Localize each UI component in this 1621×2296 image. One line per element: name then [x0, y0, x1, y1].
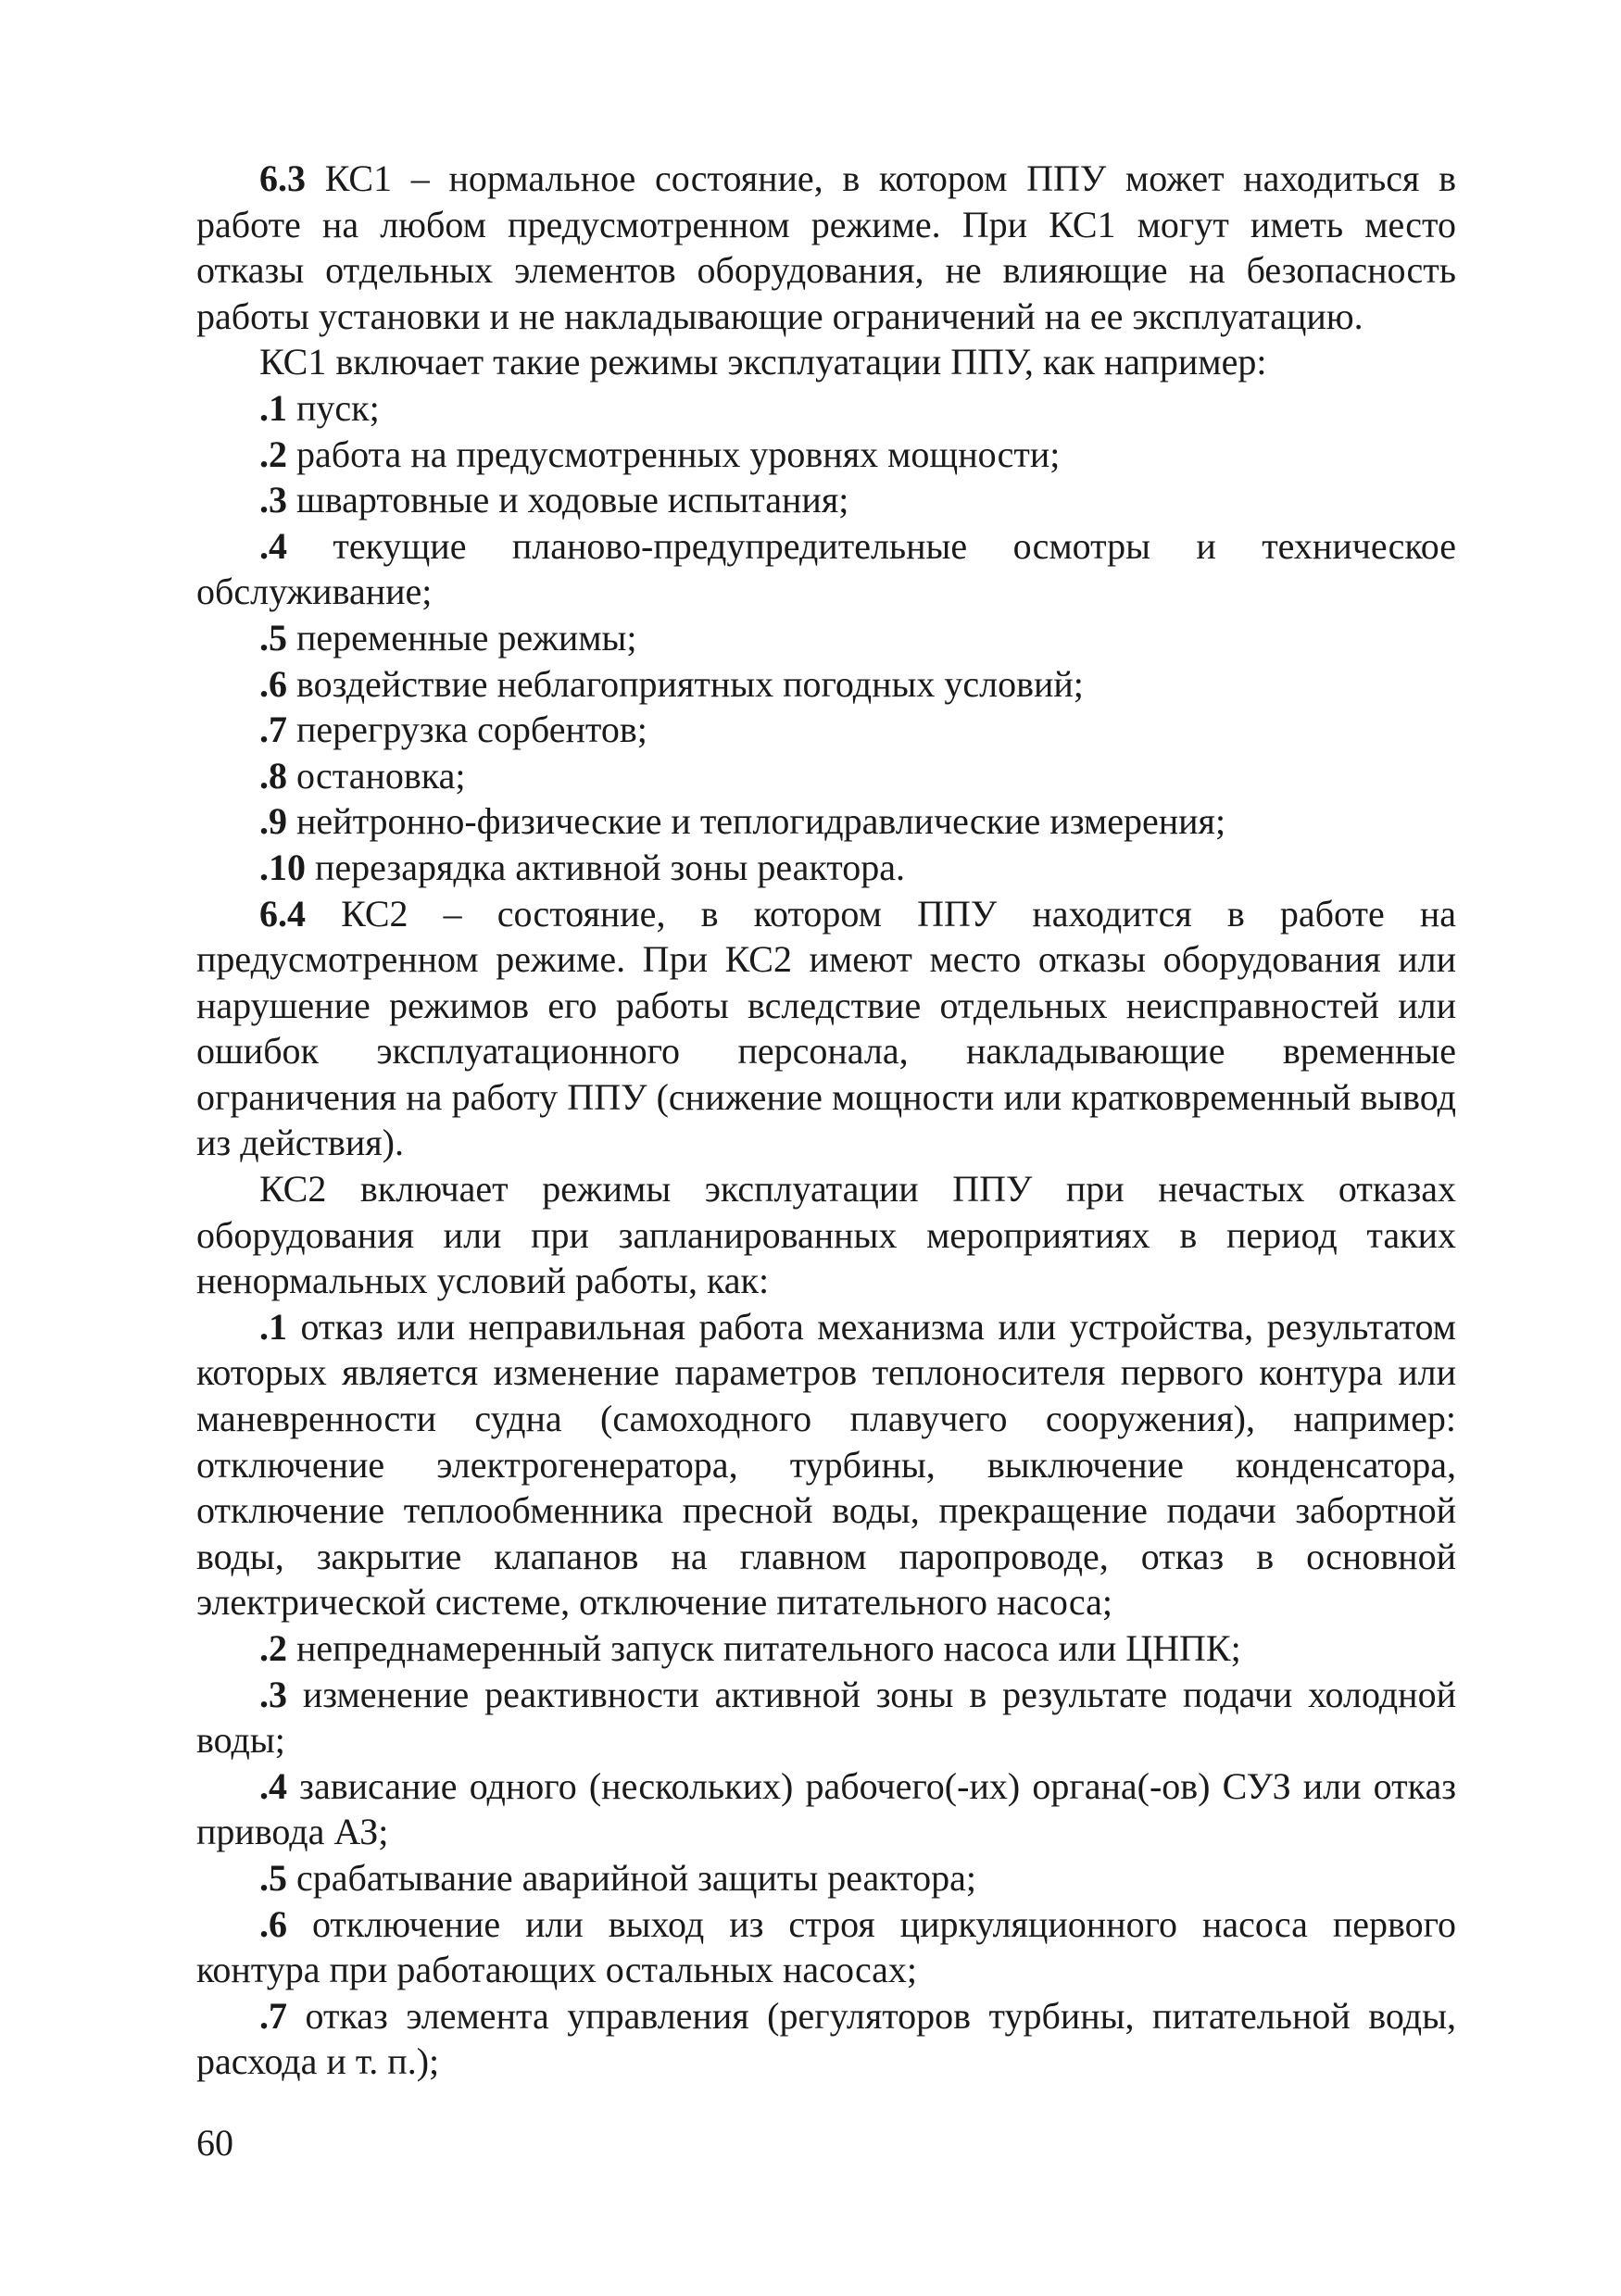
item-number: .1 [259, 1305, 287, 1348]
page-number: 60 [196, 2122, 233, 2164]
list-item-kc2-4 [196, 1763, 1456, 1855]
item-number: .9 [259, 800, 287, 843]
paragraph-text: КС2 включает режимы эксплуатации ППУ при нечастых отказах оборудования или при запланированных мероприятиях в период таких ненормальных условий работы, как: [196, 1168, 1456, 1302]
paragraph-text: КС2 – состояние, в котором ППУ находится в работе на предусмотренном режиме. При КС2 имеют место отказы оборудования или нарушение режимов его работы вследствие отдельных неисправностей или ошибок эксплуатационного персонала, накладывающие временные ограничения на работу ППУ (снижение мощности или кратковременный вывод из действия). [196, 892, 1456, 1164]
paragraph-text: КС1 включает такие режимы эксплуатации ППУ, как например: [259, 341, 1267, 383]
item-number: .1 [259, 386, 287, 429]
list-item-kc2-1 [196, 1304, 1456, 1625]
item-number: .8 [259, 754, 287, 797]
item-number: .6 [259, 1902, 287, 1945]
list-item-kc2-7 [196, 1993, 1456, 2085]
item-number: .7 [259, 1994, 287, 2037]
item-text: срабатывание аварийной защиты реактора; [287, 1856, 976, 1899]
item-number: .3 [259, 479, 287, 521]
item-number: .4 [259, 524, 287, 567]
item-number: .5 [259, 1856, 287, 1899]
section-number: 6.3 [259, 157, 306, 199]
item-text: швартовные и ходовые испытания; [287, 479, 849, 521]
item-number: .4 [259, 1764, 287, 1807]
item-number: .6 [259, 662, 287, 705]
item-text: работа на предусмотренных уровнях мощности; [287, 433, 1061, 475]
section-number: 6.4 [259, 892, 306, 935]
list-item-kc1-10 [196, 845, 1456, 891]
item-text: перегрузка сорбентов; [287, 709, 647, 751]
item-text: переменные режимы; [287, 616, 637, 659]
list-item-kc2-5 [196, 1855, 1456, 1901]
list-item-kc1-1 [196, 385, 1456, 432]
paragraph-text: КС1 – нормальное состояние, в котором ППУ может находиться в работе на любом предусмотренном режиме. При КС1 могут иметь место отказы отдельных элементов оборудования, не влияющие на безопасность работы установки и не накладывающие ограничений на ее эксплуатацию. [196, 157, 1456, 337]
item-number: .10 [259, 846, 306, 888]
item-number: .5 [259, 616, 287, 659]
item-text: пуск; [287, 386, 380, 429]
list-item-kc1-9 [196, 798, 1456, 845]
paragraph-6-4 [196, 891, 1456, 1167]
item-text: текущие планово-предупредительные осмотры и техническое обслуживание; [196, 524, 1456, 613]
list-item-kc1-3 [196, 477, 1456, 523]
list-item-kc1-2 [196, 432, 1456, 478]
item-number: .7 [259, 709, 287, 751]
paragraph-kc1-intro [196, 339, 1456, 385]
item-text: зависание одного (нескольких) рабочего(-их) органа(-ов) СУЗ или отказ привода АЗ; [196, 1764, 1456, 1853]
item-number: .2 [259, 433, 287, 475]
list-item-kc1-6 [196, 661, 1456, 708]
list-item-kc1-8 [196, 753, 1456, 799]
item-number: .3 [259, 1673, 287, 1715]
item-text: изменение реактивности активной зоны в результате подачи холодной воды; [196, 1673, 1456, 1762]
list-item-kc1-7 [196, 707, 1456, 753]
paragraph-6-3 [196, 156, 1456, 339]
paragraph-kc2-intro [196, 1166, 1456, 1304]
item-text: отказ или неправильная работа механизма или устройства, результатом которых является изменение параметров теплоносителя первого контура или маневренности судна (самоходного плавучего сооружения), например: отключение электрогенератора, турбины, выключение конденсатора, отключение теплообменника пресной воды, прекращение подачи забортной воды, закрытие клапанов на главном паропроводе, отказ в основной электрической системе, отключение питательного насоса; [196, 1305, 1456, 1624]
list-item-kc1-5 [196, 615, 1456, 661]
item-text: перезарядка активной зоны реактора. [306, 846, 905, 888]
item-number: .2 [259, 1627, 287, 1669]
item-text: непреднамеренный запуск питательного насоса или ЦНПК; [287, 1627, 1241, 1669]
item-text: отключение или выход из строя циркуляционного насоса первого контура при работающих остальных насосах; [196, 1902, 1456, 1991]
list-item-kc2-6 [196, 1901, 1456, 1993]
item-text: остановка; [287, 754, 466, 797]
item-text: воздействие неблагоприятных погодных условий; [287, 662, 1084, 705]
document-body [196, 156, 1456, 2085]
list-item-kc1-4 [196, 523, 1456, 615]
item-text: нейтронно-физические и теплогидравлические измерения; [287, 800, 1226, 843]
list-item-kc2-3 [196, 1672, 1456, 1763]
list-item-kc2-2 [196, 1625, 1456, 1672]
item-text: отказ элемента управления (регуляторов турбины, питательной воды, расхода и т. п.); [196, 1994, 1456, 2083]
